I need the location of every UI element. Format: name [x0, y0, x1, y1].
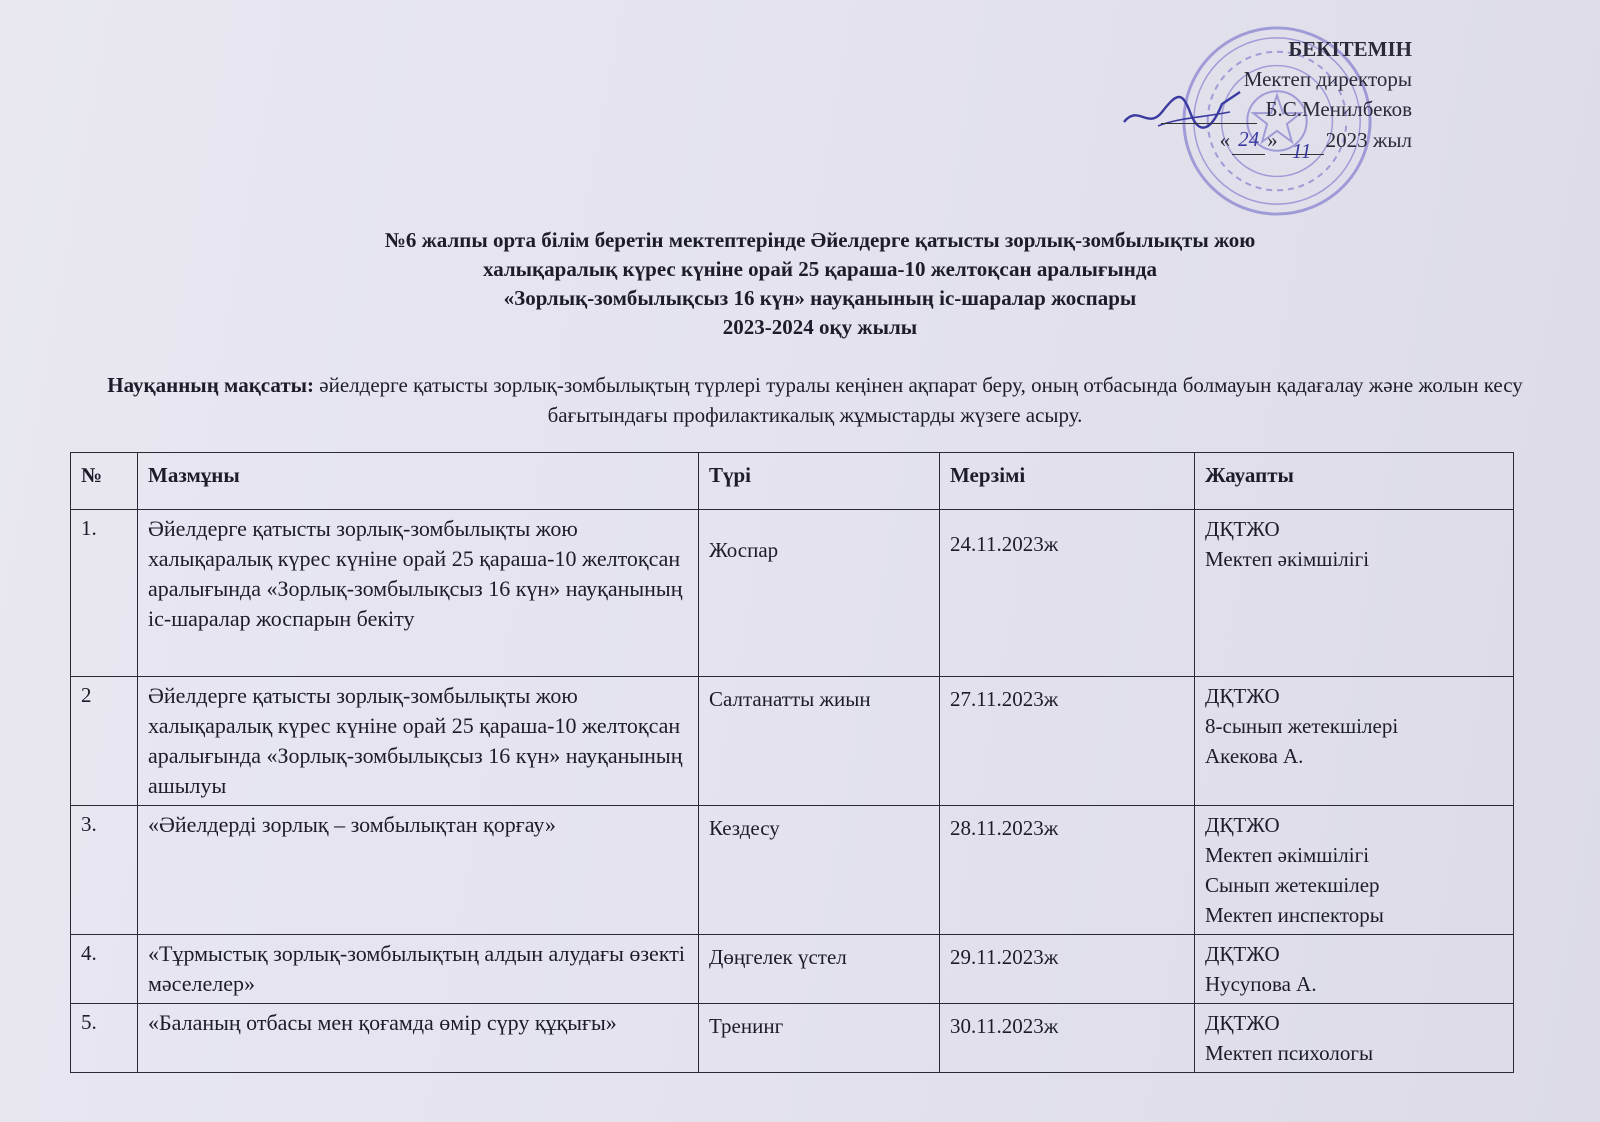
- row-num: 5.: [71, 1004, 138, 1073]
- approval-signature-line: [1150, 94, 1412, 124]
- row-type: Кездесу: [699, 806, 940, 935]
- quote-close: »: [1267, 128, 1278, 152]
- resp-line: Мектеп әкімшілігі: [1205, 843, 1370, 867]
- approval-year: 2023 жыл: [1325, 128, 1412, 152]
- resp-line: ДҚТЖО: [1205, 942, 1280, 966]
- row-resp: [1195, 935, 1514, 1004]
- title-line-3: «Зорлық-зомбылықсыз 16 күн» науқанының іс-шаралар жоспары: [503, 286, 1137, 310]
- row-type: Дөңгелек үстел: [699, 935, 940, 1004]
- row-content: Әйелдерге қатысты зорлық-зомбылықты жою халықаралық күрес күніне орай 25 қараша-10 желтоқсан аралығында «Зорлық-зомбылықсыз 16 күн» науқанының ашылуы: [138, 677, 699, 806]
- row-resp: [1195, 1004, 1514, 1073]
- row-date: 30.11.2023ж: [940, 1004, 1195, 1073]
- purpose-text: әйелдерге қатысты зорлық-зомбылықтың түрлері туралы кеңінен ақпарат беру, оның отбасында болмауын қадағалау және жолын кесу бағытындағы профилактикалық жұмыстарды жүзеге асыру.: [314, 373, 1523, 427]
- signature-blank: [1161, 105, 1257, 124]
- quote-open: «: [1219, 128, 1231, 152]
- row-resp: [1195, 510, 1514, 677]
- approval-date: [1150, 124, 1412, 163]
- table-row: [71, 806, 1514, 935]
- events-plan-table: [70, 452, 1514, 1073]
- title-line-1: №6 жалпы орта білім беретін мектептерінде Әйелдерге қатысты зорлық-зомбылықты жою: [384, 228, 1256, 252]
- row-resp: [1195, 677, 1514, 806]
- resp-line: Мектеп психологы: [1205, 1041, 1374, 1065]
- row-num: 4.: [71, 935, 138, 1004]
- resp-line: ДҚТЖО: [1205, 517, 1280, 541]
- row-date: 24.11.2023ж: [940, 510, 1195, 677]
- resp-line: Нусупова А.: [1205, 972, 1317, 996]
- resp-line: Мектеп әкімшілігі: [1205, 547, 1370, 571]
- row-date: 27.11.2023ж: [940, 677, 1195, 806]
- table-row: [71, 1004, 1514, 1073]
- title-line-2: халықаралық күрес күніне орай 25 қараша-10 желтоқсан аралығында: [482, 257, 1158, 281]
- approval-name: Б.С.Менилбеков: [1265, 97, 1412, 121]
- approval-position: Мектеп директоры: [1243, 67, 1412, 91]
- campaign-purpose: [100, 370, 1530, 430]
- title-line-4: 2023-2024 оқу жылы: [722, 315, 918, 339]
- header-resp: Жауапты: [1195, 453, 1514, 510]
- row-type: Жоспар: [699, 510, 940, 677]
- row-date: 29.11.2023ж: [940, 935, 1195, 1004]
- table-row: [71, 677, 1514, 806]
- row-type: Салтанатты жиын: [699, 677, 940, 806]
- row-date: 28.11.2023ж: [940, 806, 1195, 935]
- row-type: Тренинг: [699, 1004, 940, 1073]
- row-content: «Тұрмыстық зорлық-зомбылықтың алдын алудағы өзекті мәселелер»: [138, 935, 699, 1004]
- approval-heading: БЕКІТЕМІН: [1288, 37, 1412, 61]
- row-content: «Баланың отбасы мен қоғамда өмір сүру құқығы»: [138, 1004, 699, 1073]
- row-content: «Әйелдерді зорлық – зомбылықтан қорғау»: [138, 806, 699, 935]
- resp-line: Акекова А.: [1205, 744, 1304, 768]
- approval-day: 24: [1232, 124, 1265, 155]
- row-num: 2: [71, 677, 138, 806]
- row-content: Әйелдерге қатысты зорлық-зомбылықты жою халықаралық күрес күніне орай 25 қараша-10 желтоқсан аралығында «Зорлық-зомбылықсыз 16 күн» науқанының іс-шаралар жоспарын бекіту: [138, 510, 699, 677]
- header-num: №: [71, 453, 138, 510]
- resp-line: 8-сынып жетекшілері: [1205, 714, 1399, 738]
- purpose-label: Науқанның мақсаты:: [107, 373, 315, 397]
- approval-month: 11: [1280, 136, 1324, 155]
- resp-line: ДҚТЖО: [1205, 684, 1280, 708]
- header-content: Мазмұны: [138, 453, 699, 510]
- header-date: Мерзімі: [940, 453, 1195, 510]
- header-type: Түрі: [699, 453, 940, 510]
- document-title: [180, 226, 1460, 342]
- approval-block: [1150, 34, 1412, 163]
- table-row: [71, 510, 1514, 677]
- row-num: 1.: [71, 510, 138, 677]
- resp-line: ДҚТЖО: [1205, 813, 1280, 837]
- table-header-row: [71, 453, 1514, 510]
- row-resp: [1195, 806, 1514, 935]
- row-num: 3.: [71, 806, 138, 935]
- table-row: [71, 935, 1514, 1004]
- resp-line: Мектеп инспекторы: [1205, 903, 1384, 927]
- resp-line: Сынып жетекшілер: [1205, 873, 1380, 897]
- resp-line: ДҚТЖО: [1205, 1011, 1280, 1035]
